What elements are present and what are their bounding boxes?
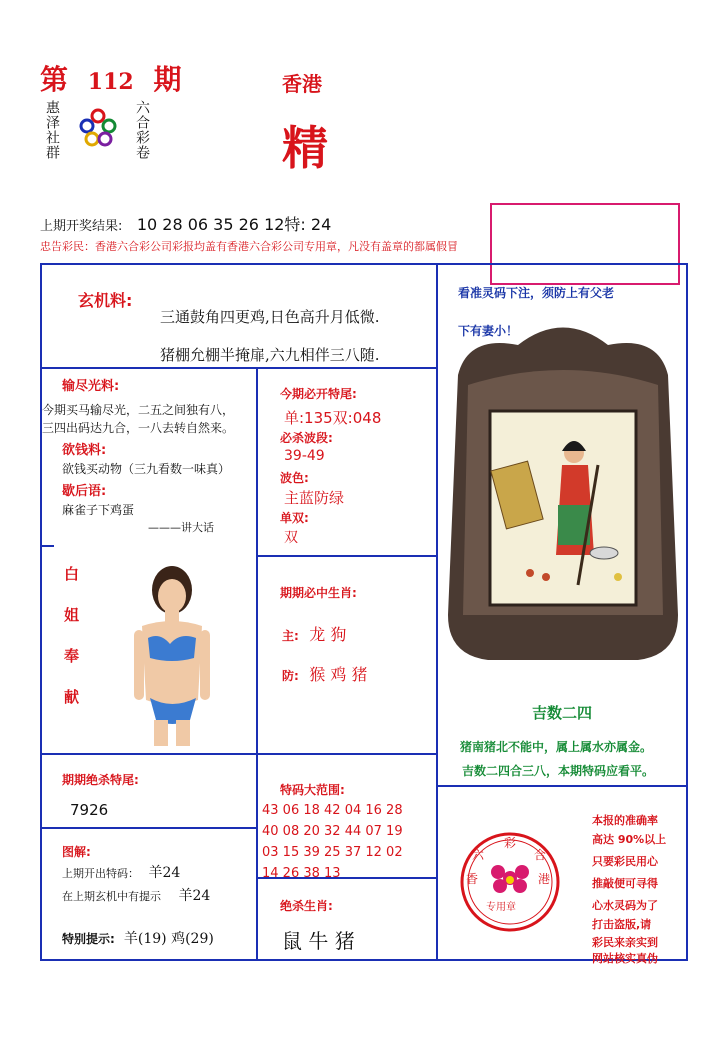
shengxiao-main-values: 龙 狗 — [309, 625, 347, 644]
divider — [42, 827, 258, 829]
note-line-8: 网站核实真伪 — [592, 952, 658, 965]
divider — [42, 367, 438, 369]
painting-caption: 吉数二四 — [532, 704, 593, 722]
shengxiao-alt-values: 猴 鸡 猪 — [309, 665, 368, 684]
parity-title: 单双: — [280, 511, 309, 525]
seal-char-1: 六 — [472, 848, 485, 862]
shengxiao-main — [282, 622, 346, 645]
right-vertical-text: 六合彩卷 — [134, 100, 150, 160]
divider — [258, 555, 438, 557]
note-line-1: 本报的准确率 — [592, 814, 658, 827]
xiehou-text: 麻雀子下鸡蛋 — [62, 503, 135, 517]
range-value: 39-49 — [284, 448, 325, 464]
color-value: 主蓝防绿 — [284, 489, 345, 507]
divider — [438, 785, 686, 787]
shengxiao-alt — [282, 662, 367, 685]
fanwei-row-3: 03 15 39 25 37 12 02 — [262, 845, 403, 860]
tujie-line-1-value: 羊24 — [148, 865, 181, 881]
issue-suffix: 期 — [153, 63, 182, 96]
issue-label — [40, 58, 181, 98]
model-photo — [120, 560, 216, 746]
note-line-4: 推敲便可寻得 — [592, 877, 658, 890]
tail-value: 单:135双:048 — [284, 409, 382, 427]
seal-char-4: 港 — [538, 872, 551, 886]
color-title: 波色: — [280, 471, 309, 485]
tujie-line-1-label: 上期开出特码： — [62, 867, 139, 880]
results-numbers: 10 28 06 35 26 12特: 24 — [136, 215, 332, 234]
shuyin-line-2: 三四出码达九合，一八去转自然来。 — [42, 421, 235, 435]
fanwei-title: 特码大范围: — [280, 783, 345, 797]
logo-rings-icon — [78, 108, 118, 148]
note-line-6: 打击盗版,请 — [592, 918, 652, 931]
painting-poem-1: 猪南猪北不能中，属上属水亦属金。 — [460, 740, 653, 754]
tujie-line-2-value: 羊24 — [178, 888, 211, 904]
xuanji-line-1: 三通鼓角四更鸡,日色高升月低微. — [160, 308, 380, 326]
shuyin-title: 输尽光料: — [62, 379, 120, 394]
xuanji-line-2: 猪棚允棚半掩扉,六九相伴三八随. — [160, 346, 380, 364]
seal-char-6: 香 — [466, 872, 479, 886]
warning-text: 忠告彩民：香港六合彩公司彩报均盖有香港六合彩公司专用章，凡没有盖章的都属假冒 — [40, 240, 458, 253]
results-row — [40, 212, 331, 235]
shengxiao-main-label: 主: — [282, 629, 299, 643]
results-label: 上期开奖结果: — [40, 219, 123, 234]
note-line-7: 彩民来亲实到 — [592, 936, 658, 949]
seal-char-3: 合 — [534, 848, 547, 862]
xiehou-title: 歇后语: — [62, 484, 107, 499]
fanwei-row-4: 14 26 38 13 — [262, 866, 341, 881]
parity-value: 双 — [284, 530, 298, 546]
baijie-char-1: 白 — [64, 565, 80, 583]
right-top-line-1: 看准灵码下注，须防上有父老 — [458, 286, 615, 300]
right-top-line-2: 下有妻小！ — [458, 324, 519, 338]
qiancai-title: 欲钱料: — [62, 443, 107, 458]
tail-title: 今期必开特尾: — [280, 387, 357, 401]
juesha-sx-title: 绝杀生肖: — [280, 899, 333, 913]
issue-prefix: 第 — [40, 63, 69, 96]
painting-poem-2: 吉数二四合三八，本期特码应看平。 — [462, 764, 655, 778]
note-line-3: 只要彩民用心 — [592, 855, 658, 868]
left-vertical-text: 惠泽社群 — [44, 100, 60, 160]
fanwei-row-2: 40 08 20 32 44 07 19 — [262, 824, 403, 839]
shengxiao-title: 期期必中生肖: — [280, 586, 357, 600]
special-tip-label: 特别提示: — [62, 932, 115, 946]
big-character: 精 — [282, 121, 328, 175]
region-title: 香港 — [282, 72, 322, 96]
qiancai-text: 欲钱买动物（三九看数一味真） — [62, 462, 231, 476]
baijie-char-4: 献 — [64, 688, 80, 706]
juesha-tail-value: 7926 — [70, 801, 109, 819]
baijie-char-3: 奉 — [64, 647, 80, 665]
issue-number: 112 — [87, 69, 134, 95]
baijie-char-2: 姐 — [64, 606, 80, 624]
special-tip-value: 羊(19) 鸡(29) — [123, 931, 214, 947]
tujie-title: 图解: — [62, 845, 91, 859]
tujie-line-2 — [62, 885, 210, 905]
seal-char-5: 专用章 — [486, 902, 516, 913]
juesha-sx-value: 鼠 牛 猪 — [282, 929, 355, 953]
xiehou-tail: ———讲大话 — [148, 521, 214, 534]
framed-painting — [438, 315, 688, 665]
divider — [256, 368, 258, 959]
divider — [42, 753, 438, 755]
tujie-line-2-label: 在上期玄机中有提示 — [62, 890, 161, 903]
seal-char-2: 彩 — [504, 836, 517, 850]
divider — [42, 545, 54, 547]
special-tip — [62, 928, 214, 948]
juesha-tail-title: 期期绝杀特尾: — [62, 773, 139, 787]
note-line-5: 心水灵码为了 — [592, 899, 658, 912]
range-title: 必杀波段: — [280, 431, 333, 445]
shuyin-line-1: 今期买马输尽光，二五之间独有八， — [42, 403, 235, 417]
tujie-line-1 — [62, 862, 180, 882]
note-line-2: 高达 90%以上 — [592, 833, 667, 846]
shengxiao-alt-label: 防: — [282, 669, 299, 683]
xuanji-title: 玄机料: — [78, 291, 133, 310]
fanwei-row-1: 43 06 18 42 04 16 28 — [262, 803, 403, 818]
